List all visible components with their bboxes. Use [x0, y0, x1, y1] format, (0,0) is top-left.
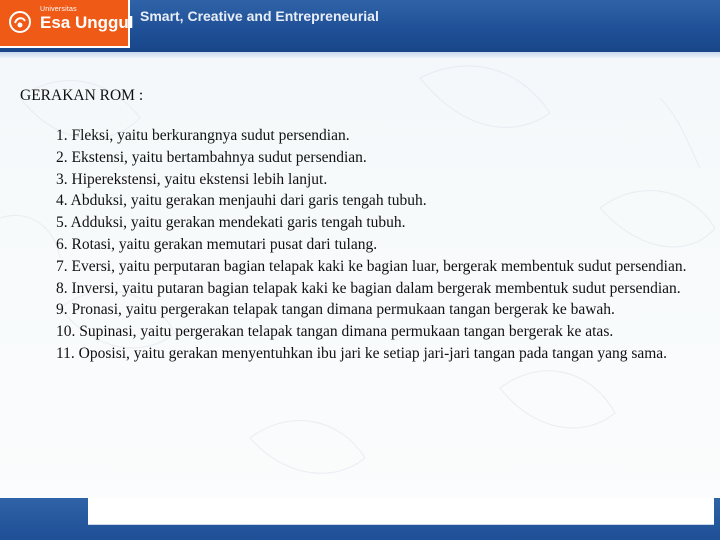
list-item: 5. Adduksi, yaitu gerakan mendekati garis tengah tubuh. — [56, 214, 406, 232]
header-tagline: Smart, Creative and Entrepreneurial — [140, 8, 379, 24]
list-item: 6. Rotasi, yaitu gerakan memutari pusat dari tulang. — [56, 235, 378, 253]
logo-name: Esa Unggul — [40, 13, 134, 32]
footer-bar — [0, 498, 720, 540]
list-item: 3. Hiperekstensi, yaitu ekstensi lebih lanjut. — [56, 170, 328, 188]
header-divider — [0, 52, 720, 58]
footer-panel — [88, 498, 714, 525]
logo-subtitle: Universitas — [40, 6, 77, 13]
slide-content — [20, 86, 710, 365]
list-item: 7. Eversi, yaitu perputaran bagian telapak kaki ke bagian luar, bergerak membentuk sudut persendian. — [56, 257, 687, 275]
list-item: 9. Pronasi, yaitu pergerakan telapak tangan dimana permukaan tangan bergerak ke bawah. — [56, 301, 615, 319]
list-item: 4. Abduksi, yaitu gerakan menjauhi dari garis tengah tubuh. — [56, 192, 427, 210]
logo-emblem-icon — [9, 11, 31, 33]
header-bar — [0, 0, 720, 52]
list-item: 2. Ekstensi, yaitu bertambahnya sudut persendian. — [56, 148, 367, 166]
list-item: 11. Oposisi, yaitu gerakan menyentuhkan ibu jari ke setiap jari-jari tangan pada tangan yang sama. — [56, 344, 668, 362]
list-item: 10. Supinasi, yaitu pergerakan telapak tangan dimana permukaan tangan bergerak ke atas. — [56, 323, 614, 341]
rom-movement-list — [20, 125, 710, 365]
university-logo — [0, 0, 134, 48]
slide-heading: GERAKAN ROM : — [20, 87, 144, 104]
list-item: 1. Fleksi, yaitu berkurangnya sudut persendian. — [56, 127, 350, 144]
list-item: 8. Inversi, yaitu putaran bagian telapak kaki ke bagian dalam bergerak membentuk sudut persendian. — [56, 279, 681, 297]
